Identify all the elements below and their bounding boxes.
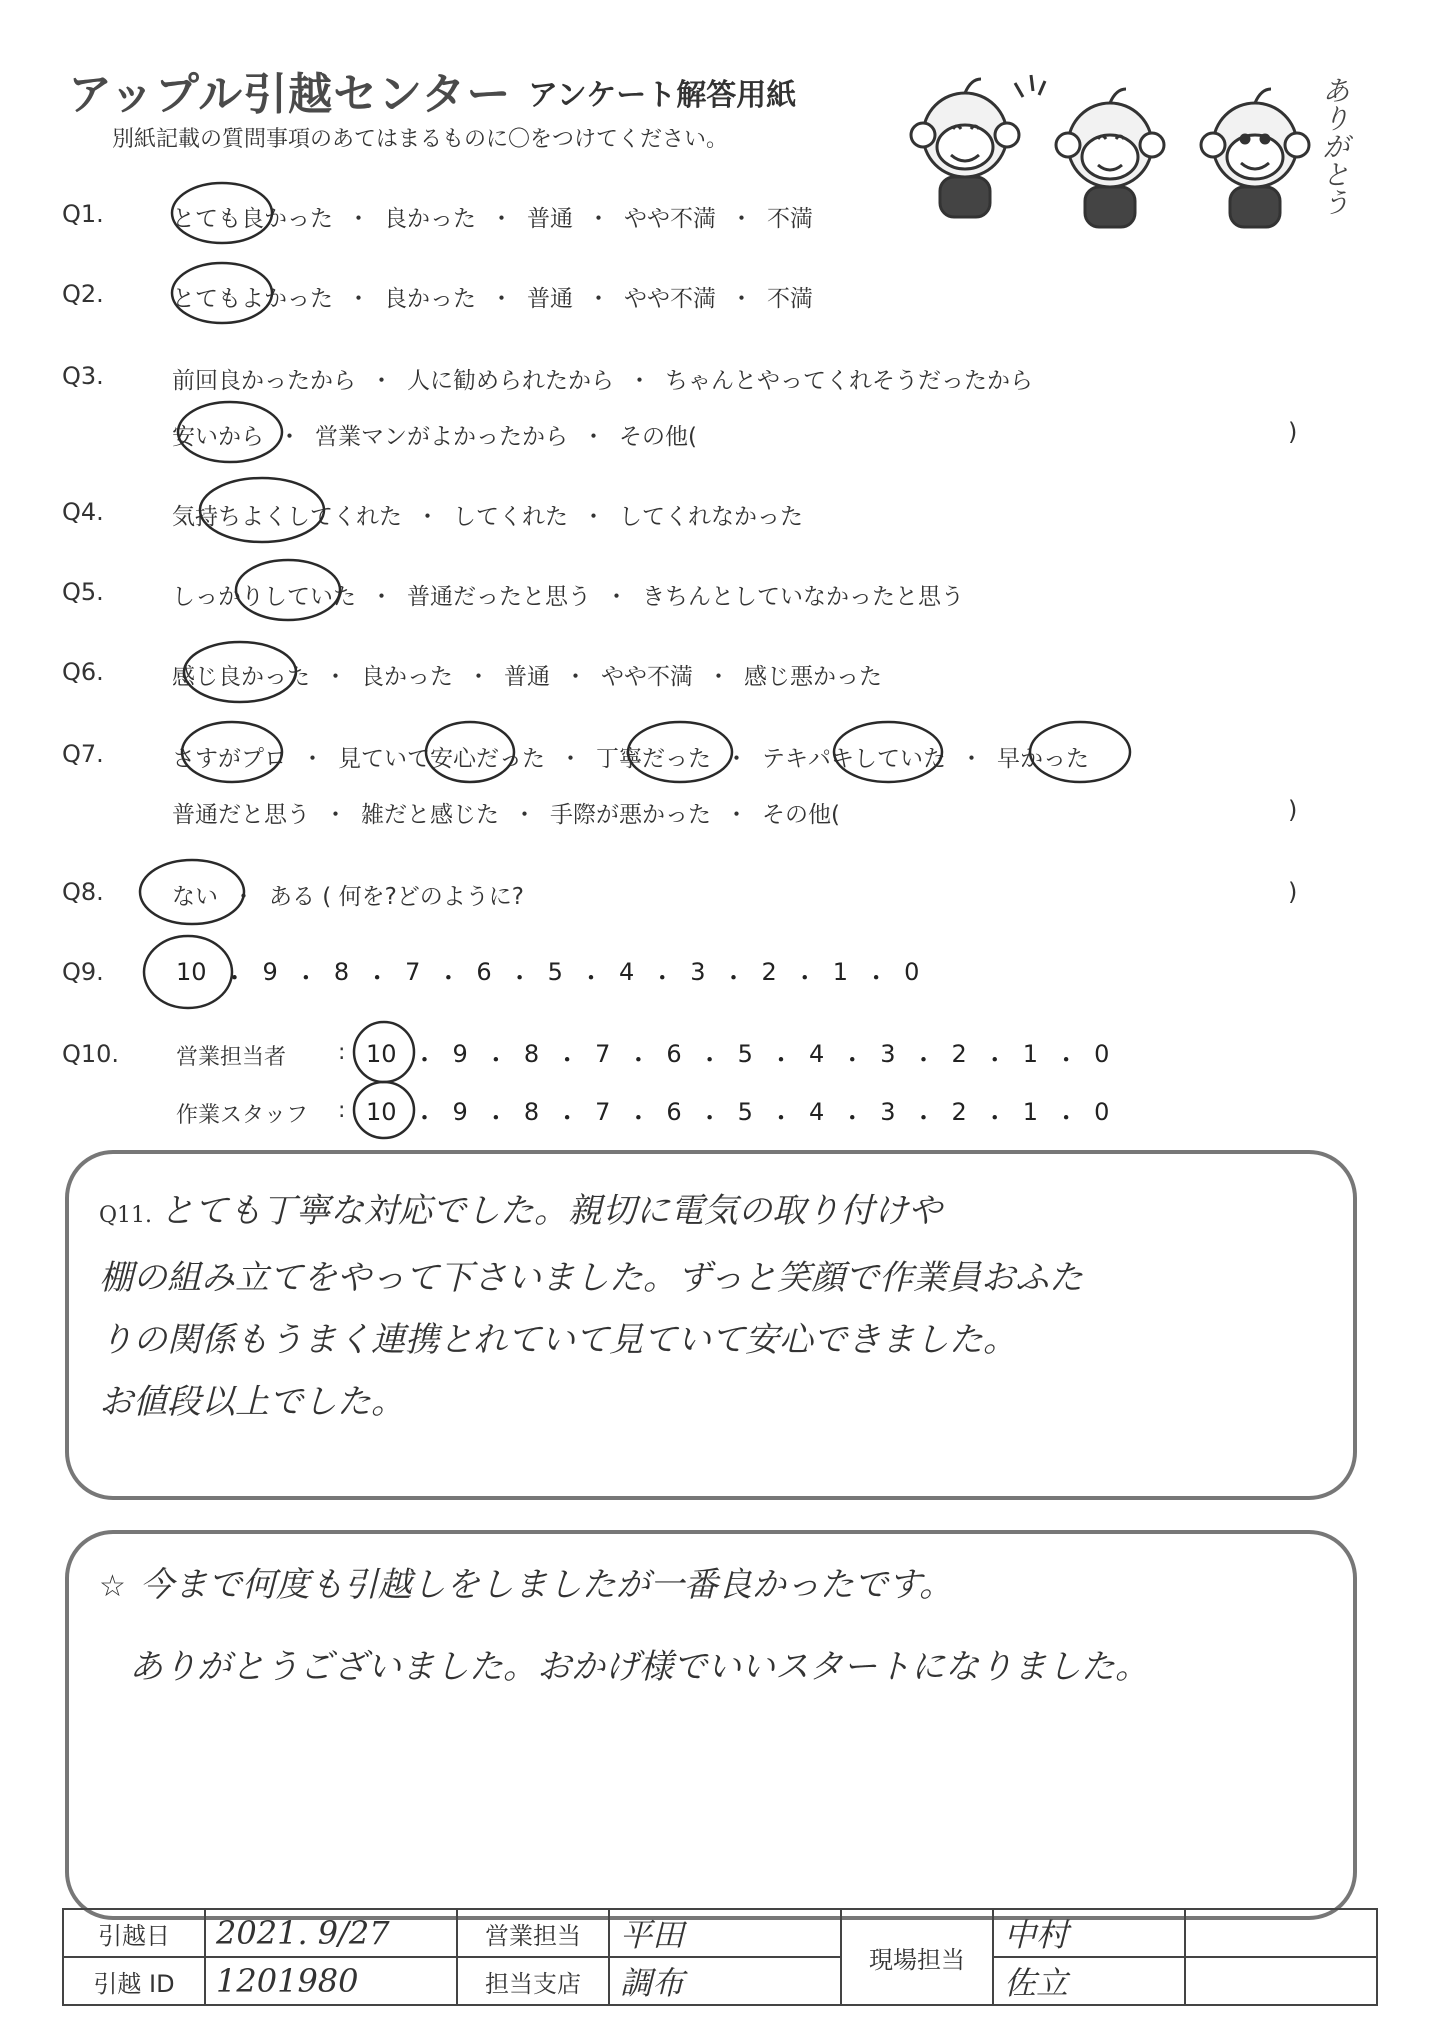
move-info-row-2 — [63, 1957, 1377, 2005]
q2-option[interactable]: やや不満 — [624, 286, 716, 312]
q3-options-line1: 前回良かったから ・ 人に勧められたから ・ ちゃんとやってくれそうだったから — [172, 362, 1033, 395]
q10-staff-colon: : — [338, 1098, 346, 1123]
star-icon: ☆ — [99, 1569, 126, 1604]
q5-option[interactable]: 普通だったと思う — [407, 584, 591, 610]
q6-label: Q6. — [62, 658, 104, 686]
q4-option[interactable]: してくれなかった — [619, 504, 803, 530]
q10-staff-score[interactable]: 10 — [366, 1098, 397, 1126]
q9-score[interactable]: 4 — [618, 958, 635, 986]
q10-staff-score[interactable]: 4 — [808, 1098, 825, 1126]
q6-option[interactable]: 良かった — [361, 664, 453, 690]
q10-sales-colon: : — [338, 1040, 346, 1065]
sales-rep-label: 営業担当 — [457, 1909, 609, 1957]
q2-option[interactable]: とてもよかった — [172, 286, 333, 312]
extra-comment-text: 今まで何度も引越しをしましたが一番良かったです。 — [139, 1565, 954, 1605]
q10-staff-label: 作業スタッフ — [176, 1103, 309, 1128]
q3-close-paren: ) — [1288, 418, 1298, 446]
q7-options-line1: さすがプロ ・ 見ていて安心だった ・ 丁寧だった ・ テキパキしていた ・ 早かった — [172, 740, 1089, 773]
q7-label: Q7. — [62, 740, 104, 768]
q1-option[interactable]: とても良かった — [172, 206, 333, 232]
q5-label: Q5. — [62, 578, 104, 606]
q9-score[interactable]: 7 — [405, 958, 421, 986]
q9-score[interactable]: 9 — [262, 958, 278, 986]
q10-sales-score[interactable]: 1 — [1022, 1040, 1039, 1068]
monkey-1-icon — [911, 79, 1019, 217]
q3-option[interactable]: ちゃんとやってくれそうだったから — [665, 368, 1033, 394]
move-date-value: 2021. 9/27 — [205, 1909, 457, 1957]
q11-line-text: とても丁寧な対応でした。親切に電気の取り付けや — [160, 1191, 943, 1231]
extra-comment — [99, 1554, 1323, 1698]
q11-comment-box — [65, 1150, 1357, 1500]
q7-option-other[interactable]: その他( — [762, 802, 840, 828]
q7-option[interactable]: 普通だと思う — [172, 802, 310, 828]
q10-sales-score[interactable]: 6 — [666, 1040, 682, 1068]
q10-staff-score[interactable]: 3 — [880, 1098, 896, 1126]
site-rep-extra-cell-2 — [1185, 1957, 1377, 2005]
q8-label: Q8. — [62, 878, 104, 906]
q10-sales-score[interactable]: 4 — [808, 1040, 825, 1068]
q10-sales-scale: 10 ・ 9 ・ 8 ・ 7 ・ 6 ・ 5 ・ 4 ・ 3 ・ 2 ・ 1 ・ 0 — [366, 1040, 1110, 1074]
q11-comment — [99, 1180, 1323, 1433]
q10-sales-score[interactable]: 7 — [595, 1040, 611, 1068]
q10-sales-score[interactable]: 2 — [951, 1040, 967, 1068]
move-date-label: 引越日 — [63, 1909, 205, 1957]
q2-options: とてもよかった ・ 良かった ・ 普通 ・ やや不満 ・ 不満 — [172, 280, 813, 313]
q6-option[interactable]: 感じ良かった — [172, 664, 310, 690]
q10-staff-score[interactable]: 6 — [666, 1098, 682, 1126]
q3-option-other[interactable]: その他( — [619, 424, 697, 450]
q9-score[interactable]: 5 — [547, 958, 563, 986]
mascot-caption: ありがとう — [1318, 76, 1351, 216]
extra-comment-line — [99, 1554, 1323, 1618]
q9-score[interactable]: 6 — [476, 958, 492, 986]
q4-option[interactable]: 気持ちよくしてくれた — [172, 504, 402, 530]
q3-option[interactable]: 人に勧められたから — [407, 368, 614, 394]
site-rep-value-1: 中村 — [993, 1909, 1185, 1957]
move-info-row-1 — [63, 1909, 1377, 1957]
site-rep-label: 現場担当 — [841, 1909, 993, 2005]
q11-line: りの関係もうまく連携とれていて見ていて安心できました。 — [99, 1320, 1017, 1360]
q7-option[interactable]: さすがプロ — [172, 746, 287, 772]
q10-staff-score[interactable]: 7 — [595, 1098, 611, 1126]
brand-title: アップル引越センター — [68, 69, 512, 120]
instruction-text: 別紙記載の質問事項のあてはまるものに〇をつけてください。 — [112, 127, 729, 152]
q7-option[interactable]: 手際が悪かった — [550, 802, 711, 828]
q3-label: Q3. — [62, 362, 104, 390]
q8-option[interactable]: ある ( 何を?どのように? — [269, 884, 525, 910]
q9-label: Q9. — [62, 958, 104, 986]
monkey-mascots-illustration — [895, 65, 1335, 245]
q10-sales-score[interactable]: 5 — [737, 1040, 753, 1068]
q9-scale: 10 ・ 9 ・ 8 ・ 7 ・ 6 ・ 5 ・ 4 ・ 3 ・ 2 ・ 1 ・ 0 — [176, 958, 920, 992]
q10-staff-score[interactable]: 2 — [951, 1098, 967, 1126]
q3-option[interactable]: 営業マンがよかったから — [315, 424, 568, 450]
q7-option[interactable]: 早かった — [997, 746, 1089, 772]
q10-sales-score[interactable]: 10 — [366, 1040, 397, 1068]
q2-option[interactable]: 良かった — [384, 286, 476, 312]
q7-option[interactable]: 丁寧だった — [596, 746, 711, 772]
q9-score[interactable]: 2 — [761, 958, 777, 986]
q1-option[interactable]: やや不満 — [624, 206, 716, 232]
q3-option[interactable]: 安いから — [172, 424, 264, 450]
q10-staff-score[interactable]: 9 — [452, 1098, 468, 1126]
q10-staff-score[interactable]: 8 — [523, 1098, 540, 1126]
q6-option[interactable]: 普通 — [504, 664, 550, 690]
form-subtitle: アンケート解答用紙 — [528, 78, 797, 113]
q6-option[interactable]: 感じ悪かった — [744, 664, 882, 690]
q6-options: 感じ良かった ・ 良かった ・ 普通 ・ やや不満 ・ 感じ悪かった — [172, 658, 882, 691]
site-rep-extra-cell-1 — [1185, 1909, 1377, 1957]
q10-label: Q10. — [62, 1040, 120, 1068]
q1-option[interactable]: 良かった — [384, 206, 476, 232]
q7-options-line2: 普通だと思う ・ 雑だと感じた ・ 手際が悪かった ・ その他( — [172, 796, 840, 829]
q1-options: とても良かった ・ 良かった ・ 普通 ・ やや不満 ・ 不満 — [172, 200, 813, 233]
q9-score[interactable]: 0 — [904, 958, 920, 986]
q10-sales-score[interactable]: 0 — [1094, 1040, 1110, 1068]
q10-staff-score[interactable]: 0 — [1094, 1098, 1110, 1126]
q11-line: 棚の組み立てをやって下さいました。ずっと笑顔で作業員おふた — [99, 1258, 1083, 1298]
q6-option[interactable]: やや不満 — [601, 664, 693, 690]
q5-options: しっかりしていた ・ 普通だったと思う ・ きちんとしていなかったと思う — [172, 578, 964, 611]
q1-option[interactable]: 普通 — [527, 206, 573, 232]
q2-label: Q2. — [62, 280, 104, 308]
q4-label: Q4. — [62, 498, 104, 526]
extra-comment-box — [65, 1530, 1357, 1920]
q10-staff-score[interactable]: 5 — [737, 1098, 753, 1126]
q4-options: 気持ちよくしてくれた ・ してくれた ・ してくれなかった — [172, 498, 803, 531]
sales-rep-value: 平田 — [609, 1909, 841, 1957]
q2-option[interactable]: 不満 — [767, 286, 813, 312]
q8-option[interactable]: ない — [172, 884, 218, 910]
q9-score[interactable]: 3 — [690, 958, 706, 986]
branch-label: 担当支店 — [457, 1957, 609, 2005]
q9-score[interactable]: 8 — [333, 958, 350, 986]
q1-option[interactable]: 不満 — [767, 206, 813, 232]
move-id-label: 引越 ID — [63, 1957, 205, 2005]
q5-option[interactable]: しっかりしていた — [172, 584, 356, 610]
q1-label: Q1. — [62, 200, 104, 228]
q8-options: ない ・ ある ( 何を?どのように? — [172, 878, 524, 911]
q10-staff-score[interactable]: 1 — [1022, 1098, 1039, 1126]
q2-option[interactable]: 普通 — [527, 286, 573, 312]
monkey-2-icon — [1015, 75, 1164, 227]
monkey-3-icon — [1201, 89, 1309, 227]
q5-option[interactable]: きちんとしていなかったと思う — [642, 584, 964, 610]
q11-line: お値段以上でした。 — [99, 1382, 405, 1422]
q4-option[interactable]: してくれた — [453, 504, 568, 530]
move-id-value: 1201980 — [205, 1957, 457, 2005]
q10-sales-label: 営業担当者 — [176, 1045, 287, 1070]
q10-staff-scale: 10 ・ 9 ・ 8 ・ 7 ・ 6 ・ 5 ・ 4 ・ 3 ・ 2 ・ 1 ・ 0 — [366, 1098, 1110, 1132]
q9-score[interactable]: 10 — [176, 958, 207, 986]
q10-sales-score[interactable]: 3 — [880, 1040, 896, 1068]
q11-line — [99, 1180, 1323, 1247]
q11-label: Q11. — [99, 1203, 153, 1228]
branch-value: 調布 — [609, 1957, 841, 2005]
q7-option[interactable]: 見ていて安心だった — [338, 746, 545, 772]
q10-sales-score[interactable]: 8 — [523, 1040, 540, 1068]
q3-option[interactable]: 前回良かったから — [172, 368, 356, 394]
q3-options-line2: 安いから ・ 営業マンがよかったから ・ その他( — [172, 418, 697, 451]
q8-close-paren: ) — [1288, 878, 1298, 906]
q7-close-paren: ) — [1288, 796, 1298, 824]
q10-sales-score[interactable]: 9 — [452, 1040, 468, 1068]
q7-option[interactable]: 雑だと感じた — [361, 802, 499, 828]
q9-score[interactable]: 1 — [832, 958, 849, 986]
move-info-table — [62, 1908, 1378, 2006]
extra-comment-line: ありがとうございました。おかげ様でいいスタートになりました。 — [129, 1647, 1149, 1687]
q7-option[interactable]: テキパキしていた — [762, 746, 946, 772]
site-rep-value-2: 佐立 — [993, 1957, 1185, 2005]
